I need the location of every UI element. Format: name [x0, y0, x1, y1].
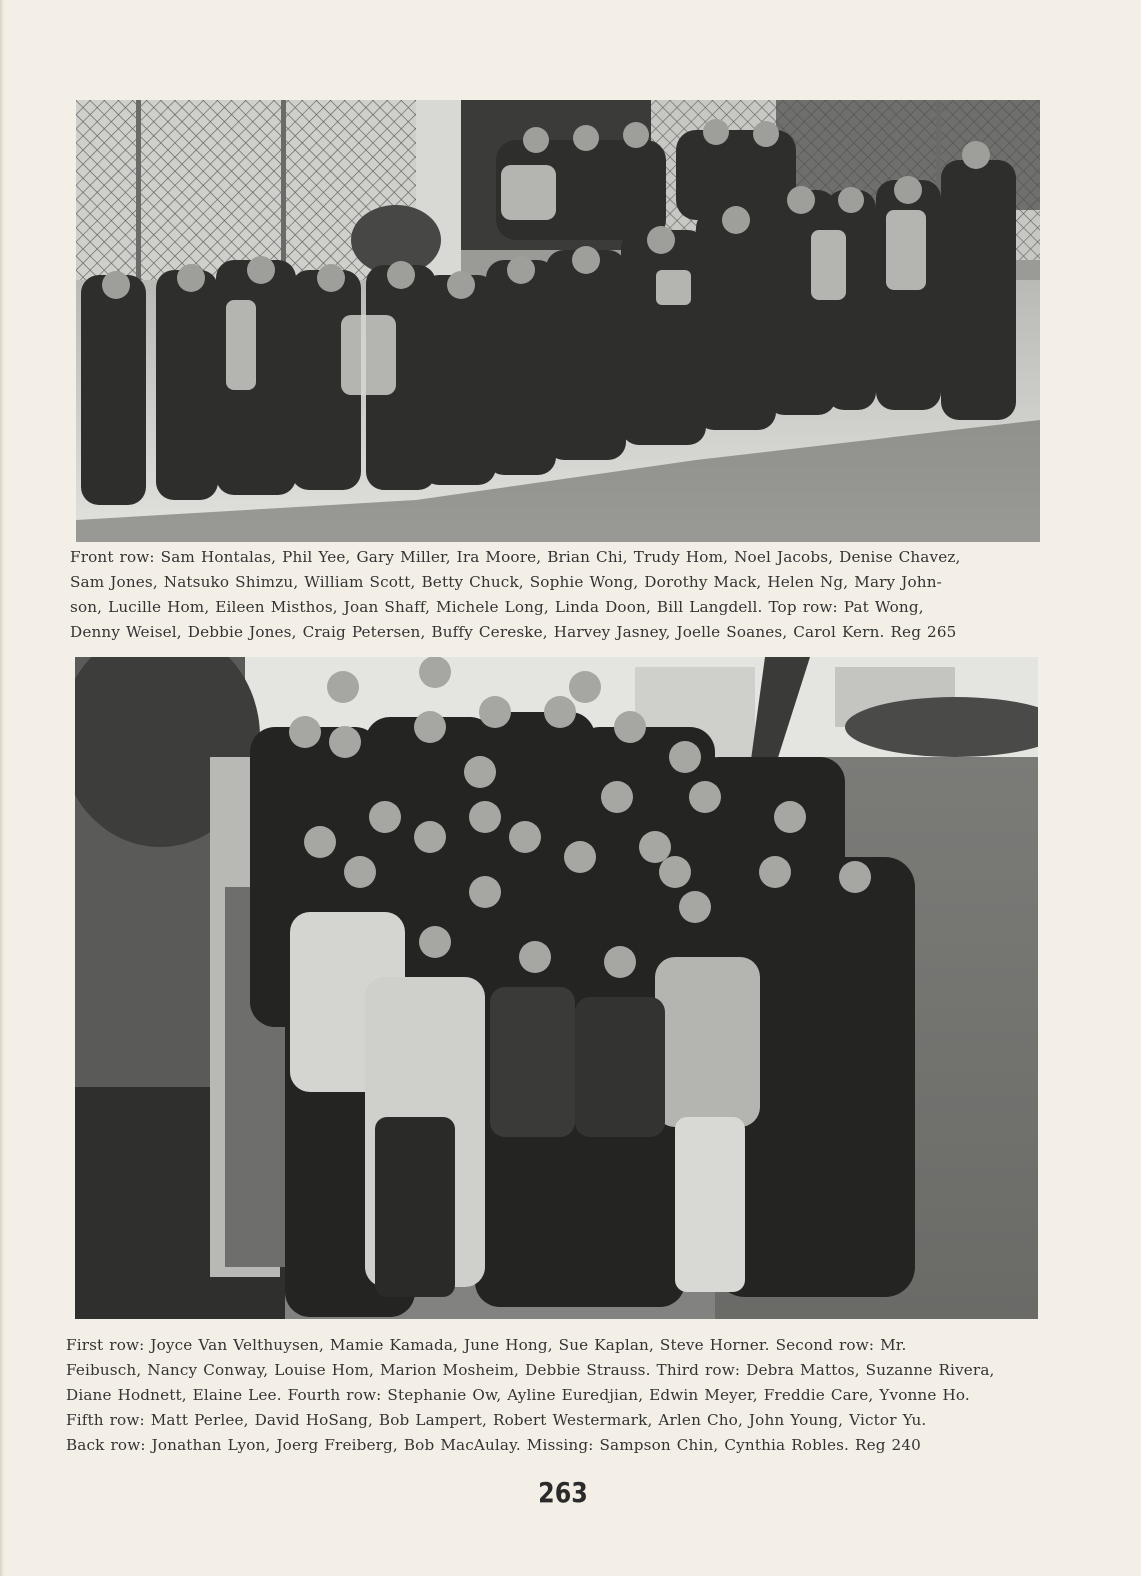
caption-line: Front row: Sam Hontalas, Phil Yee, Gary Miller, Ira Moore, Brian Chi, Trudy Hom, Noel Jacobs, Denise Chavez,: [70, 548, 961, 566]
group-photo-image: [76, 100, 1040, 542]
caption-reg-265: [70, 545, 1060, 645]
page-edge: [0, 0, 4, 1576]
caption-reg-240: [66, 1333, 1066, 1458]
group-photo-image: [75, 657, 1038, 1319]
caption-line: Sam Jones, Natsuko Shimzu, William Scott, Betty Chuck, Sophie Wong, Dorothy Mack, Helen Ng, Mary John-: [70, 573, 942, 591]
caption-line: Diane Hodnett, Elaine Lee. Fourth row: Stephanie Ow, Ayline Euredjian, Edwin Meyer, Freddie Care, Yvonne Ho.: [66, 1386, 970, 1404]
page-number: 263: [538, 1476, 588, 1509]
caption-line: Back row: Jonathan Lyon, Joerg Freiberg, Bob MacAulay. Missing: Sampson Chin, Cynthia Robles. Reg 240: [66, 1436, 921, 1454]
caption-line: Fifth row: Matt Perlee, David HoSang, Bob Lampert, Robert Westermark, Arlen Cho, John Young, Victor Yu.: [66, 1411, 927, 1429]
caption-line: son, Lucille Hom, Eileen Misthos, Joan Shaff, Michele Long, Linda Doon, Bill Langdell. Top row: Pat Wong,: [70, 598, 924, 616]
caption-line: Denny Weisel, Debbie Jones, Craig Petersen, Buffy Cereske, Harvey Jasney, Joelle Soanes, Carol Kern. Reg 265: [70, 623, 957, 641]
group-photo-reg-265: [76, 100, 1040, 542]
group-photo-reg-240: [75, 657, 1038, 1319]
caption-line: First row: Joyce Van Velthuysen, Mamie Kamada, June Hong, Sue Kaplan, Steve Horner. Second row: Mr.: [66, 1336, 907, 1354]
caption-line: Feibusch, Nancy Conway, Louise Hom, Marion Mosheim, Debbie Strauss. Third row: Debra Mattos, Suzanne Rivera,: [66, 1361, 995, 1379]
